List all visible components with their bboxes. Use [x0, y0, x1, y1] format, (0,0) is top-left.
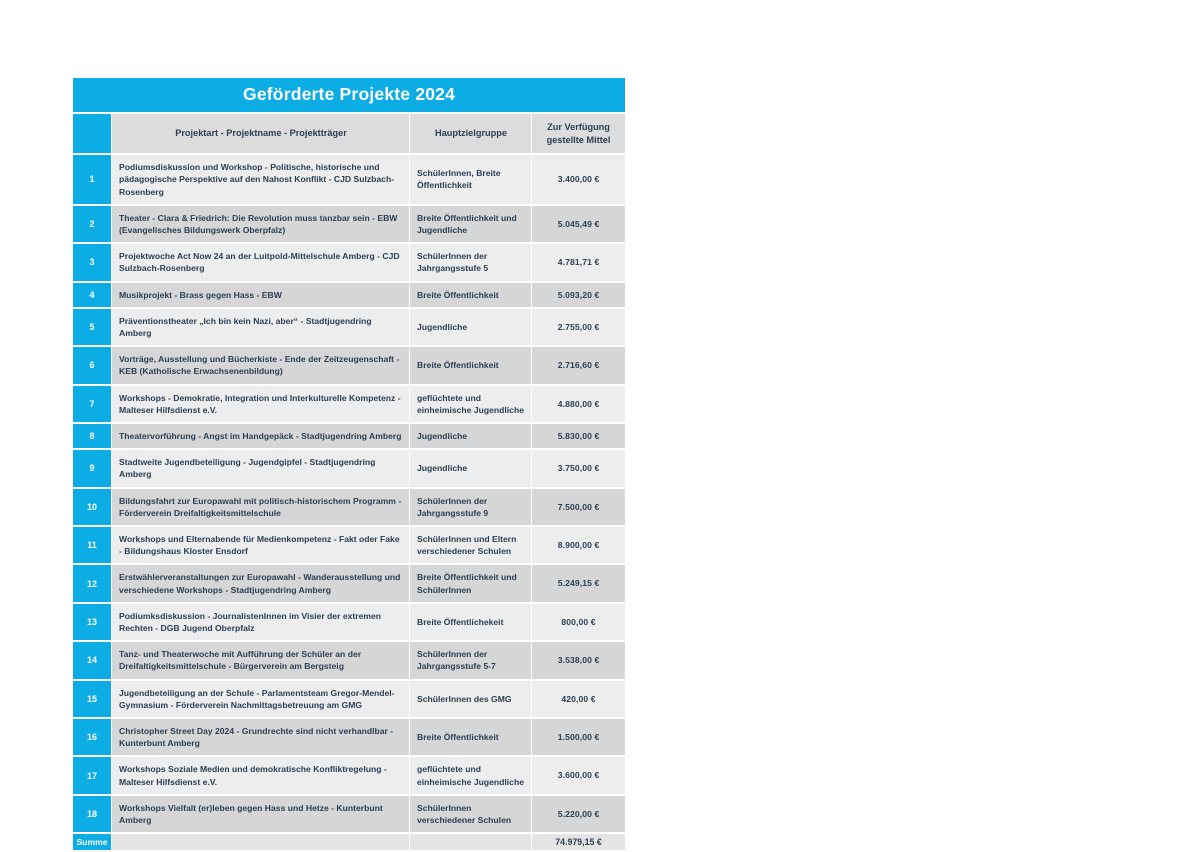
table-row	[73, 347, 625, 383]
row-number: 17	[73, 757, 111, 793]
table-header-row	[73, 114, 625, 153]
row-target-group: geflüchtete und einheimische Jugendliche	[410, 757, 531, 793]
row-target-group: Breite Öffentlichekeit	[410, 604, 531, 640]
row-target-group: SchülerInnen der Jahrgangsstufe 5	[410, 244, 531, 280]
row-funding-amount: 8.900,00 €	[532, 527, 625, 563]
table-row	[73, 489, 625, 525]
table-row	[73, 527, 625, 563]
row-project-description: Stadtweite Jugendbeteiligung - Jugendgipfel - Stadtjugendring Amberg	[112, 450, 409, 486]
row-number: 11	[73, 527, 111, 563]
table-row	[73, 565, 625, 601]
row-target-group: Jugendliche	[410, 450, 531, 486]
row-number: 8	[73, 424, 111, 448]
row-number: 7	[73, 386, 111, 422]
table-row	[73, 424, 625, 448]
column-header-project: Projektart - Projektname - Projektträger	[112, 114, 409, 153]
table-row	[73, 450, 625, 486]
table-row	[73, 283, 625, 307]
row-funding-amount: 7.500,00 €	[532, 489, 625, 525]
row-funding-amount: 5.045,49 €	[532, 206, 625, 242]
table-row	[73, 386, 625, 422]
row-project-description: Workshops und Elternabende für Medienkompetenz - Fakt oder Fake - Bildungshaus Kloster Ensdorf	[112, 527, 409, 563]
table-row	[73, 309, 625, 345]
row-project-description: Bildungsfahrt zur Europawahl mit politisch-historischem Programm - Förderverein Dreifaltigkeitsmittelschule	[112, 489, 409, 525]
row-project-description: Vorträge, Ausstellung und Bücherkiste - Ende der Zeitzeugenschaft - KEB (Katholische Erwachsenenbildung)	[112, 347, 409, 383]
row-number: 1	[73, 155, 111, 204]
row-funding-amount: 3.538,00 €	[532, 642, 625, 678]
table-row	[73, 604, 625, 640]
row-funding-amount: 2.755,00 €	[532, 309, 625, 345]
table-row	[73, 681, 625, 717]
row-project-description: Podiumksdiskussion - JournalistenInnen im Visier der extremen Rechten - DGB Jugend Oberpfalz	[112, 604, 409, 640]
row-funding-amount: 4.880,00 €	[532, 386, 625, 422]
row-number: 3	[73, 244, 111, 280]
row-project-description: Workshops - Demokratie, Integration und Interkulturelle Kompetenz - Malteser Hilfsdienst e.V.	[112, 386, 409, 422]
row-funding-amount: 1.500,00 €	[532, 719, 625, 755]
table-body	[73, 155, 625, 832]
row-funding-amount: 3.400,00 €	[532, 155, 625, 204]
row-target-group: Breite Öffentlichkeit	[410, 347, 531, 383]
row-number: 15	[73, 681, 111, 717]
row-number: 16	[73, 719, 111, 755]
row-project-description: Theater - Clara & Friedrich: Die Revolution muss tanzbar sein - EBW (Evangelisches Bildungswerk Oberpfalz)	[112, 206, 409, 242]
row-number: 6	[73, 347, 111, 383]
row-project-description: Theatervorführung - Angst im Handgepäck - Stadtjugendring Amberg	[112, 424, 409, 448]
column-header-funding: Zur Verfügung gestellte Mittel	[532, 114, 625, 153]
row-project-description: Workshops Vielfalt (er)leben gegen Hass und Hetze - Kunterbunt Amberg	[112, 796, 409, 832]
row-project-description: Tanz- und Theaterwoche mit Aufführung der Schüler an der Dreifaltigkeitsmittelschule - Bürgerverein am Bergsteig	[112, 642, 409, 678]
table-head	[73, 78, 625, 153]
row-funding-amount: 2.716,60 €	[532, 347, 625, 383]
table-row	[73, 796, 625, 832]
row-target-group: SchülerInnen der Jahrgangsstufe 9	[410, 489, 531, 525]
row-funding-amount: 4.781,71 €	[532, 244, 625, 280]
row-project-description: Projektwoche Act Now 24 an der Luitpold-Mittelschule Amberg - CJD Sulzbach-Rosenberg	[112, 244, 409, 280]
projects-table-container	[72, 76, 623, 852]
row-project-description: Präventionstheater „Ich bin kein Nazi, aber“ - Stadtjugendring Amberg	[112, 309, 409, 345]
row-project-description: Musikprojekt - Brass gegen Hass - EBW	[112, 283, 409, 307]
row-number: 18	[73, 796, 111, 832]
row-project-description: Erstwählerveranstaltungen zur Europawahl - Wanderausstellung und verschiedene Workshops - Stadtjugendring Amberg	[112, 565, 409, 601]
row-number: 14	[73, 642, 111, 678]
row-target-group: SchülerInnen der Jahrgangsstufe 5-7	[410, 642, 531, 678]
row-number: 9	[73, 450, 111, 486]
row-funding-amount: 800,00 €	[532, 604, 625, 640]
table-row	[73, 757, 625, 793]
row-target-group: Breite Öffentlichkeit	[410, 719, 531, 755]
row-number: 10	[73, 489, 111, 525]
row-funding-amount: 3.600,00 €	[532, 757, 625, 793]
row-project-description: Workshops Soziale Medien und demokratische Konfliktregelung - Malteser Hilfsdienst e.V.	[112, 757, 409, 793]
row-project-description: Christopher Street Day 2024 - Grundrechte sind nicht verhandlbar - Kunterbunt Amberg	[112, 719, 409, 755]
row-funding-amount: 3.750,00 €	[532, 450, 625, 486]
row-project-description: Podiumsdiskussion und Workshop - Politische, historische und pädagogische Perspektive auf den Nahost Konflikt - CJD Sulzbach-Rosenberg	[112, 155, 409, 204]
funded-projects-table	[72, 76, 626, 852]
row-target-group: Breite Öffentlichkeit und Jugendliche	[410, 206, 531, 242]
row-number: 4	[73, 283, 111, 307]
row-target-group: geflüchtete und einheimische Jugendliche	[410, 386, 531, 422]
table-row	[73, 206, 625, 242]
row-funding-amount: 420,00 €	[532, 681, 625, 717]
row-number: 2	[73, 206, 111, 242]
row-target-group: Jugendliche	[410, 424, 531, 448]
table-title-row	[73, 78, 625, 112]
row-target-group: SchülerInnen des GMG	[410, 681, 531, 717]
summary-label: Summe	[73, 834, 111, 850]
row-target-group: Breite Öffentlichkeit	[410, 283, 531, 307]
column-header-number	[73, 114, 111, 153]
row-target-group: Breite Öffentlichkeit und SchülerInnen	[410, 565, 531, 601]
column-header-target-group: Hauptzielgruppe	[410, 114, 531, 153]
summary-total-funding: 74.979,15 €	[532, 834, 625, 850]
table-row	[73, 719, 625, 755]
row-funding-amount: 5.093,20 €	[532, 283, 625, 307]
row-target-group: SchülerInnen, Breite Öffentlichkeit	[410, 155, 531, 204]
row-number: 13	[73, 604, 111, 640]
row-target-group: Jugendliche	[410, 309, 531, 345]
row-target-group: SchülerInnen und Eltern verschiedener Schulen	[410, 527, 531, 563]
table-row	[73, 642, 625, 678]
row-number: 5	[73, 309, 111, 345]
row-funding-amount: 5.249,15 €	[532, 565, 625, 601]
page-title: Geförderte Projekte 2024	[73, 78, 625, 112]
row-funding-amount: 5.830,00 €	[532, 424, 625, 448]
row-project-description: Jugendbeteiligung an der Schule - Parlamentsteam Gregor-Mendel-Gymnasium - Förderverein Nachmittagsbetreuung am GMG	[112, 681, 409, 717]
row-funding-amount: 5.220,00 €	[532, 796, 625, 832]
row-target-group: SchülerInnen verschiedener Schulen	[410, 796, 531, 832]
table-row	[73, 244, 625, 280]
row-number: 12	[73, 565, 111, 601]
table-row	[73, 155, 625, 204]
